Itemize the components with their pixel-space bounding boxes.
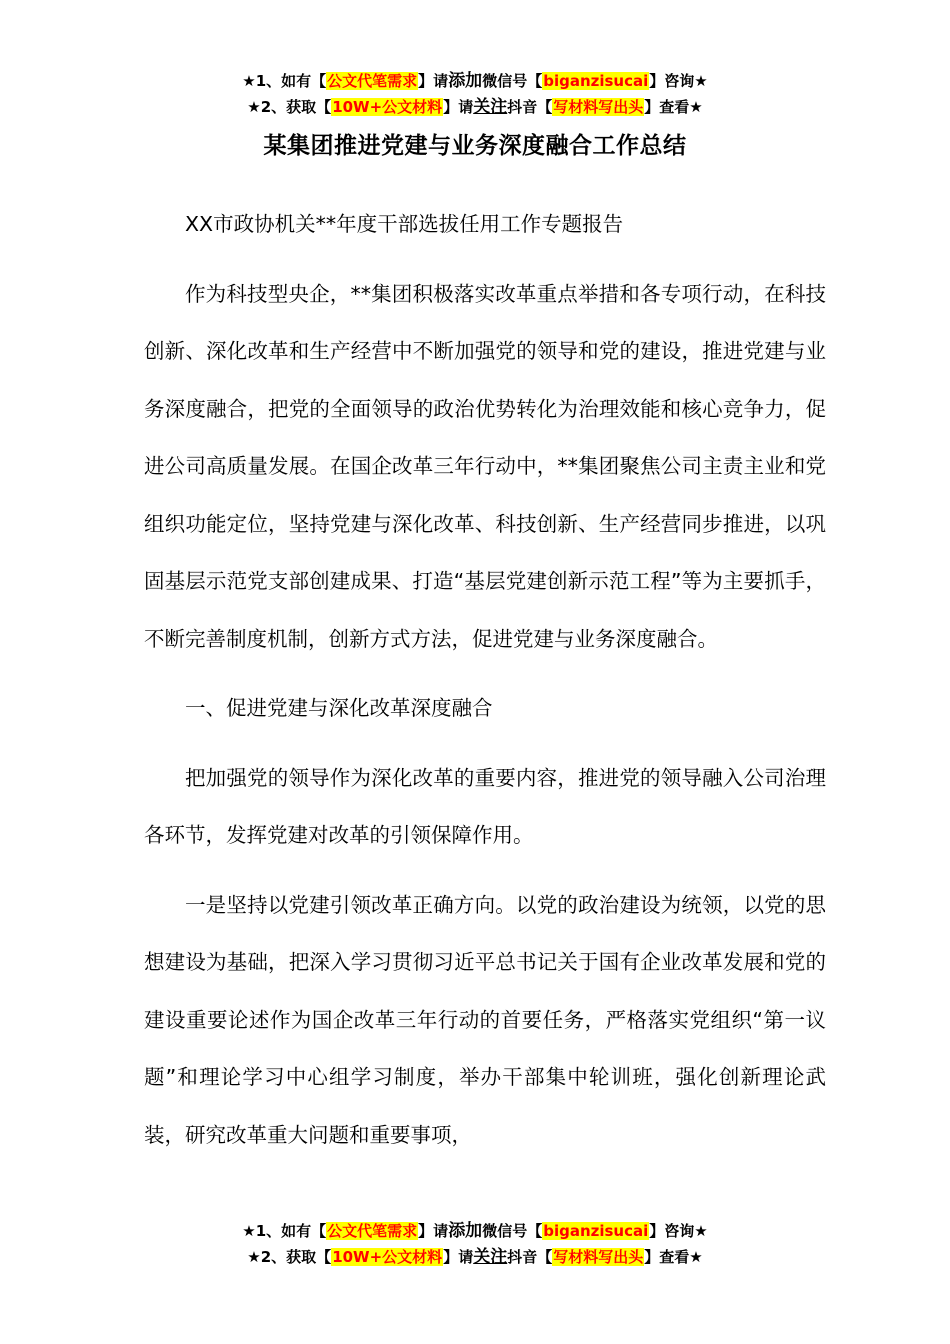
banner-text: 】咨询★ (649, 72, 708, 90)
banner-highlight: 10W+公文材料 (332, 98, 443, 116)
bottom-banner (0, 1218, 950, 1270)
banner-text: 】咨询★ (649, 1222, 708, 1240)
banner-text: 】查看★ (644, 98, 703, 116)
banner-text: 】请 (443, 98, 474, 116)
banner-text: 】请 (418, 1222, 449, 1240)
banner-text: ★2、获取【 (247, 98, 332, 116)
banner-wechat-id: biganzisucai (543, 1222, 649, 1240)
banner-douyin-id: 写材料写出头 (553, 98, 644, 116)
banner-text: 】请 (418, 72, 449, 90)
banner-highlight: 10W+公文材料 (332, 1248, 443, 1266)
banner-highlight: 公文代笔需求 (327, 1222, 418, 1240)
section-heading: 一、促进党建与深化改革深度融合 (185, 696, 493, 720)
document-body (144, 196, 826, 1176)
subtitle-paragraph: XX市政协机关**年度干部选拔任用工作专题报告 (185, 212, 624, 236)
banner-wechat-id: biganzisucai (543, 72, 649, 90)
banner-line-1 (0, 68, 950, 94)
banner-text: 微信号【 (482, 1222, 543, 1240)
banner-text: ★2、获取【 (247, 1248, 332, 1266)
body-paragraph: 一是坚持以党建引领改革正确方向。以党的政治建设为统领，以党的思想建设为基础，把深入学习贯彻习近平总书记关于国有企业改革发展和党的建设重要论述作为国企改革三年行动的首要任务，严格落实党组织“第一议题”和理论学习中心组学习制度，举办干部集中轮训班，强化创新理论武装，研究改革重大问题和重要事项， (144, 892, 826, 1147)
banner-douyin-id: 写材料写出头 (553, 1248, 644, 1266)
banner-text: ★1、如有【 (242, 1222, 327, 1240)
top-banner (0, 68, 950, 120)
body-paragraph: 把加强党的领导作为深化改革的重要内容，推进党的领导融入公司治理各环节，发挥党建对改革的引领保障作用。 (144, 765, 826, 847)
banner-emphasis: 关注 (473, 1247, 508, 1267)
document-title: 某集团推进党建与业务深度融合工作总结 (263, 133, 687, 159)
banner-emphasis: 添加 (448, 71, 483, 91)
banner-emphasis: 添加 (448, 1221, 483, 1241)
banner-highlight: 公文代笔需求 (327, 72, 418, 90)
banner-text: 抖音【 (507, 1248, 553, 1266)
banner-line-1 (0, 1218, 950, 1244)
banner-emphasis: 关注 (473, 97, 508, 117)
banner-text: 微信号【 (482, 72, 543, 90)
banner-text: ★1、如有【 (242, 72, 327, 90)
banner-line-2 (0, 1244, 950, 1270)
banner-text: 抖音【 (507, 98, 553, 116)
banner-text: 】查看★ (644, 1248, 703, 1266)
banner-text: 】请 (443, 1248, 474, 1266)
body-paragraph: 作为科技型央企，**集团积极落实改革重点举措和各专项行动，在科技创新、深化改革和生产经营中不断加强党的领导和党的建设，推进党建与业务深度融合，把党的全面领导的政治优势转化为治理效能和核心竞争力，促进公司高质量发展。在国企改革三年行动中，**集团聚焦公司主责主业和党组织功能定位，坚持党建与深化改革、科技创新、生产经营同步推进，以巩固基层示范党支部创建成果、打造“基层党建创新示范工程”等为主要抓手，不断完善制度机制，创新方式方法，促进党建与业务深度融合。 (144, 281, 826, 651)
banner-line-2 (0, 94, 950, 120)
